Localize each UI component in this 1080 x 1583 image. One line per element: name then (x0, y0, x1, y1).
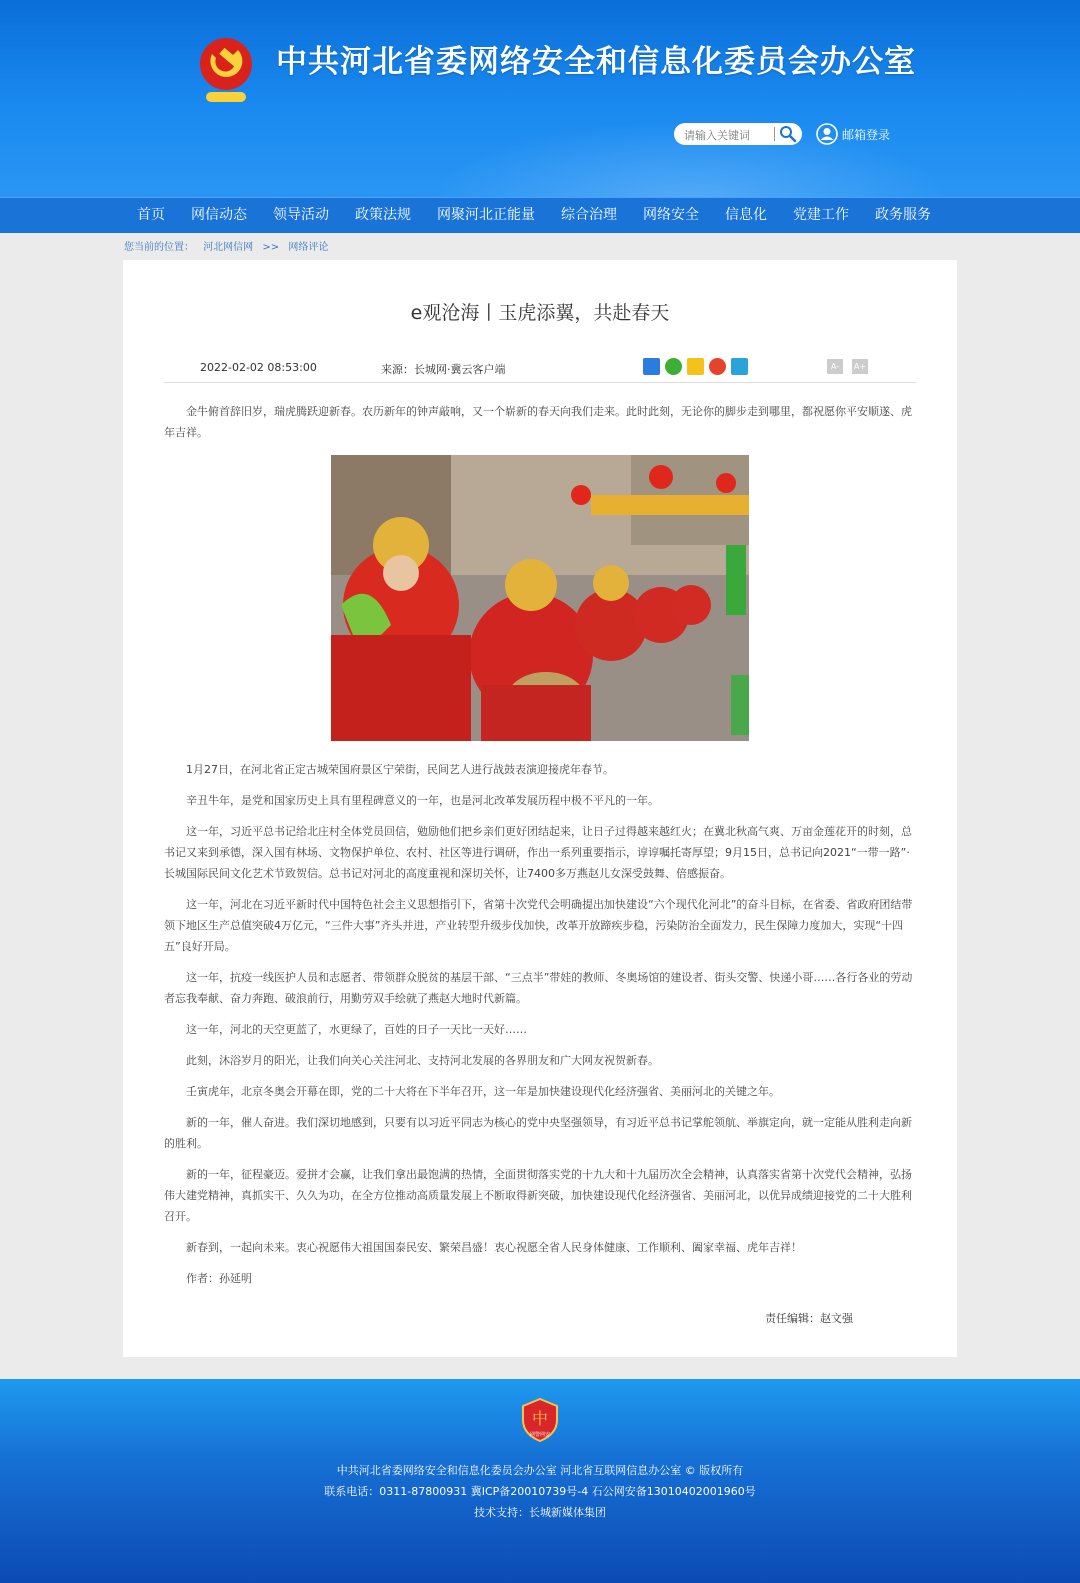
article-paragraph: 这一年，河北在习近平新时代中国特色社会主义思想指引下，省第十次党代会明确提出加快建设“六个现代化河北”的奋斗目标，在省委、省政府团结带领下地区生产总值突破4万亿元，“三件大事”齐头并进，产业转型升级步伐加快，改革开放蹄疾步稳，污染防治全面发力，民生保障力度加大，实现“十四五”良好开局。 (164, 898, 913, 953)
article-paragraph: 这一年，抗疫一线医护人员和志愿者、带领群众脱贫的基层干部、“三点半”带娃的教师、冬奥场馆的建设者、街头交警、快递小哥……各行各业的劳动者忘我奉献、奋力奔跑、破浪前行，用勤劳双手绘就了燕赵大地时代新篇。 (164, 971, 913, 1005)
login-label: 邮箱登录 (842, 127, 891, 142)
photo-caption: 1月27日，在河北省正定古城荣国府景区宁荣街，民间艺人进行战鼓表演迎接虎年春节。 (186, 763, 614, 776)
user-icon (816, 123, 838, 145)
site-header (0, 0, 1080, 197)
search-input[interactable] (682, 126, 776, 144)
party-emblem-icon (198, 36, 254, 102)
badge-text: 网警网安 (529, 1432, 551, 1438)
share-bar (643, 358, 748, 375)
font-decrease-button[interactable]: A- (827, 359, 843, 374)
article-paragraph: 此刻，沐浴岁月的阳光，让我们向关心关注河北、支持河北发展的各界朋友和广大网友祝贺新春。 (186, 1054, 659, 1067)
article-author: 作者：孙延明 (186, 1272, 252, 1285)
nav-item-services[interactable]: 政务服务 (875, 207, 931, 223)
article-title: e观沧海丨玉虎添翼，共赴春天 (410, 302, 670, 324)
cyber-police-badge-icon[interactable] (521, 1398, 559, 1442)
article-paragraph: 新春到，一起向未来。衷心祝愿伟大祖国国泰民安、繁荣昌盛！衷心祝愿全省人民身体健康、工作顺利、阖家幸福、虎年吉祥！ (186, 1241, 802, 1254)
svg-text:中: 中 (531, 1409, 549, 1428)
font-increase-button[interactable]: A+ (852, 359, 868, 374)
nav-item-home[interactable]: 首页 (137, 207, 165, 223)
qzone-icon[interactable] (687, 358, 704, 375)
font-size-controls (827, 359, 868, 374)
mail-login-link[interactable] (816, 122, 890, 146)
article-photo (331, 455, 749, 741)
footer-tech-support: 技术支持：长城新媒体集团 (474, 1506, 606, 1519)
site-title: 中共河北省委网络安全和信息化委员会办公室 (276, 44, 916, 80)
article-paragraph: 辛丑牛年，是党和国家历史上具有里程碑意义的一年，也是河北改革发展历程中极不平凡的一年。 (186, 794, 659, 807)
article-card (123, 260, 957, 1357)
search-box (674, 123, 802, 145)
breadcrumb-prefix: 您当前的位置： (124, 242, 194, 253)
article-paragraph: 这一年，河北的天空更蓝了，水更绿了，百姓的日子一天比一天好…… (186, 1023, 527, 1036)
weibo-icon[interactable] (709, 358, 726, 375)
tencent-weibo-icon[interactable] (731, 358, 748, 375)
nav-item-security[interactable]: 网络安全 (643, 207, 699, 223)
breadcrumb-separator: >> (262, 242, 280, 253)
nav-item-party[interactable]: 党建工作 (793, 207, 849, 223)
breadcrumb-link-section[interactable]: 网络评论 (288, 242, 329, 253)
responsible-editor: 责任编辑：赵文强 (765, 1312, 853, 1325)
search-divider (774, 127, 775, 141)
article-meta (164, 355, 916, 383)
wechat-icon[interactable] (665, 358, 682, 375)
nav-item-leaders[interactable]: 领导活动 (273, 207, 329, 223)
intro-paragraph: 金牛俯首辞旧岁，瑞虎腾跃迎新春。农历新年的钟声敲响，又一个崭新的春天向我们走来。此时此刻，无论你的脚步走到哪里，都祝愿你平安顺遂、虎年吉祥。 (164, 405, 912, 439)
drum-performance-image (331, 455, 749, 741)
footer-contact: 联系电话：0311-87800931 冀ICP备20010739号-4 石公网安备13010402001960号 (324, 1485, 756, 1498)
nav-item-governance[interactable]: 综合治理 (561, 207, 617, 223)
nav-item-policy[interactable]: 政策法规 (355, 207, 411, 223)
nav-item-informatization[interactable]: 信息化 (725, 207, 767, 223)
article-paragraph: 新的一年，征程豪迈。爱拼才会赢，让我们拿出最饱满的热情，全面贯彻落实党的十九大和十九届历次全会精神，认真落实省第十次党代会精神，弘扬伟大建党精神，真抓实干、久久为功，在全方位推动高质量发展上不断取得新突破，加快建设现代化经济强省、美丽河北，以优异成绩迎接党的二十大胜利召开。 (164, 1168, 912, 1223)
nav-item-positive-energy[interactable]: 网聚河北正能量 (437, 207, 535, 223)
article-paragraph: 新的一年，催人奋进。我们深切地感到，只要有以习近平同志为核心的党中央坚强领导，有习近平总书记掌舵领航、举旗定向，就一定能从胜利走向新的胜利。 (164, 1116, 912, 1150)
share-more-icon[interactable] (643, 358, 660, 375)
site-footer (0, 1379, 1080, 1583)
nav-item-news[interactable]: 网信动态 (191, 207, 247, 223)
article-paragraph: 壬寅虎年，北京冬奥会开幕在即，党的二十大将在下半年召开，这一年是加快建设现代化经济强省、美丽河北的关键之年。 (186, 1085, 780, 1098)
main-nav (0, 197, 1080, 233)
footer-copyright: 中共河北省委网络安全和信息化委员会办公室 河北省互联网信息办公室 © 版权所有 (336, 1464, 744, 1477)
breadcrumb-link-home[interactable]: 河北网信网 (203, 242, 254, 253)
search-icon[interactable] (778, 124, 798, 144)
article-paragraph: 这一年，习近平总书记给北庄村全体党员回信，勉励他们把乡亲们更好团结起来，让日子过得越来越红火；在冀北秋高气爽、万亩金莲花开的时刻，总书记又来到承德，深入国有林场、文物保护单位、农村、社区等进行调研，作出一系列重要指示，谆谆嘱托寄厚望；9月15日，总书记向2021“一带一路”·长城国际民间文化艺术节致贺信。总书记对河北的高度重视和深切关怀，让7400多万燕赵儿女深受鼓舞、倍感振奋。 (164, 825, 912, 880)
breadcrumb (124, 238, 334, 253)
article-source: 来源：长城网·冀云客户端 (381, 363, 506, 376)
publish-date: 2022-02-02 08:53:00 (200, 361, 317, 374)
